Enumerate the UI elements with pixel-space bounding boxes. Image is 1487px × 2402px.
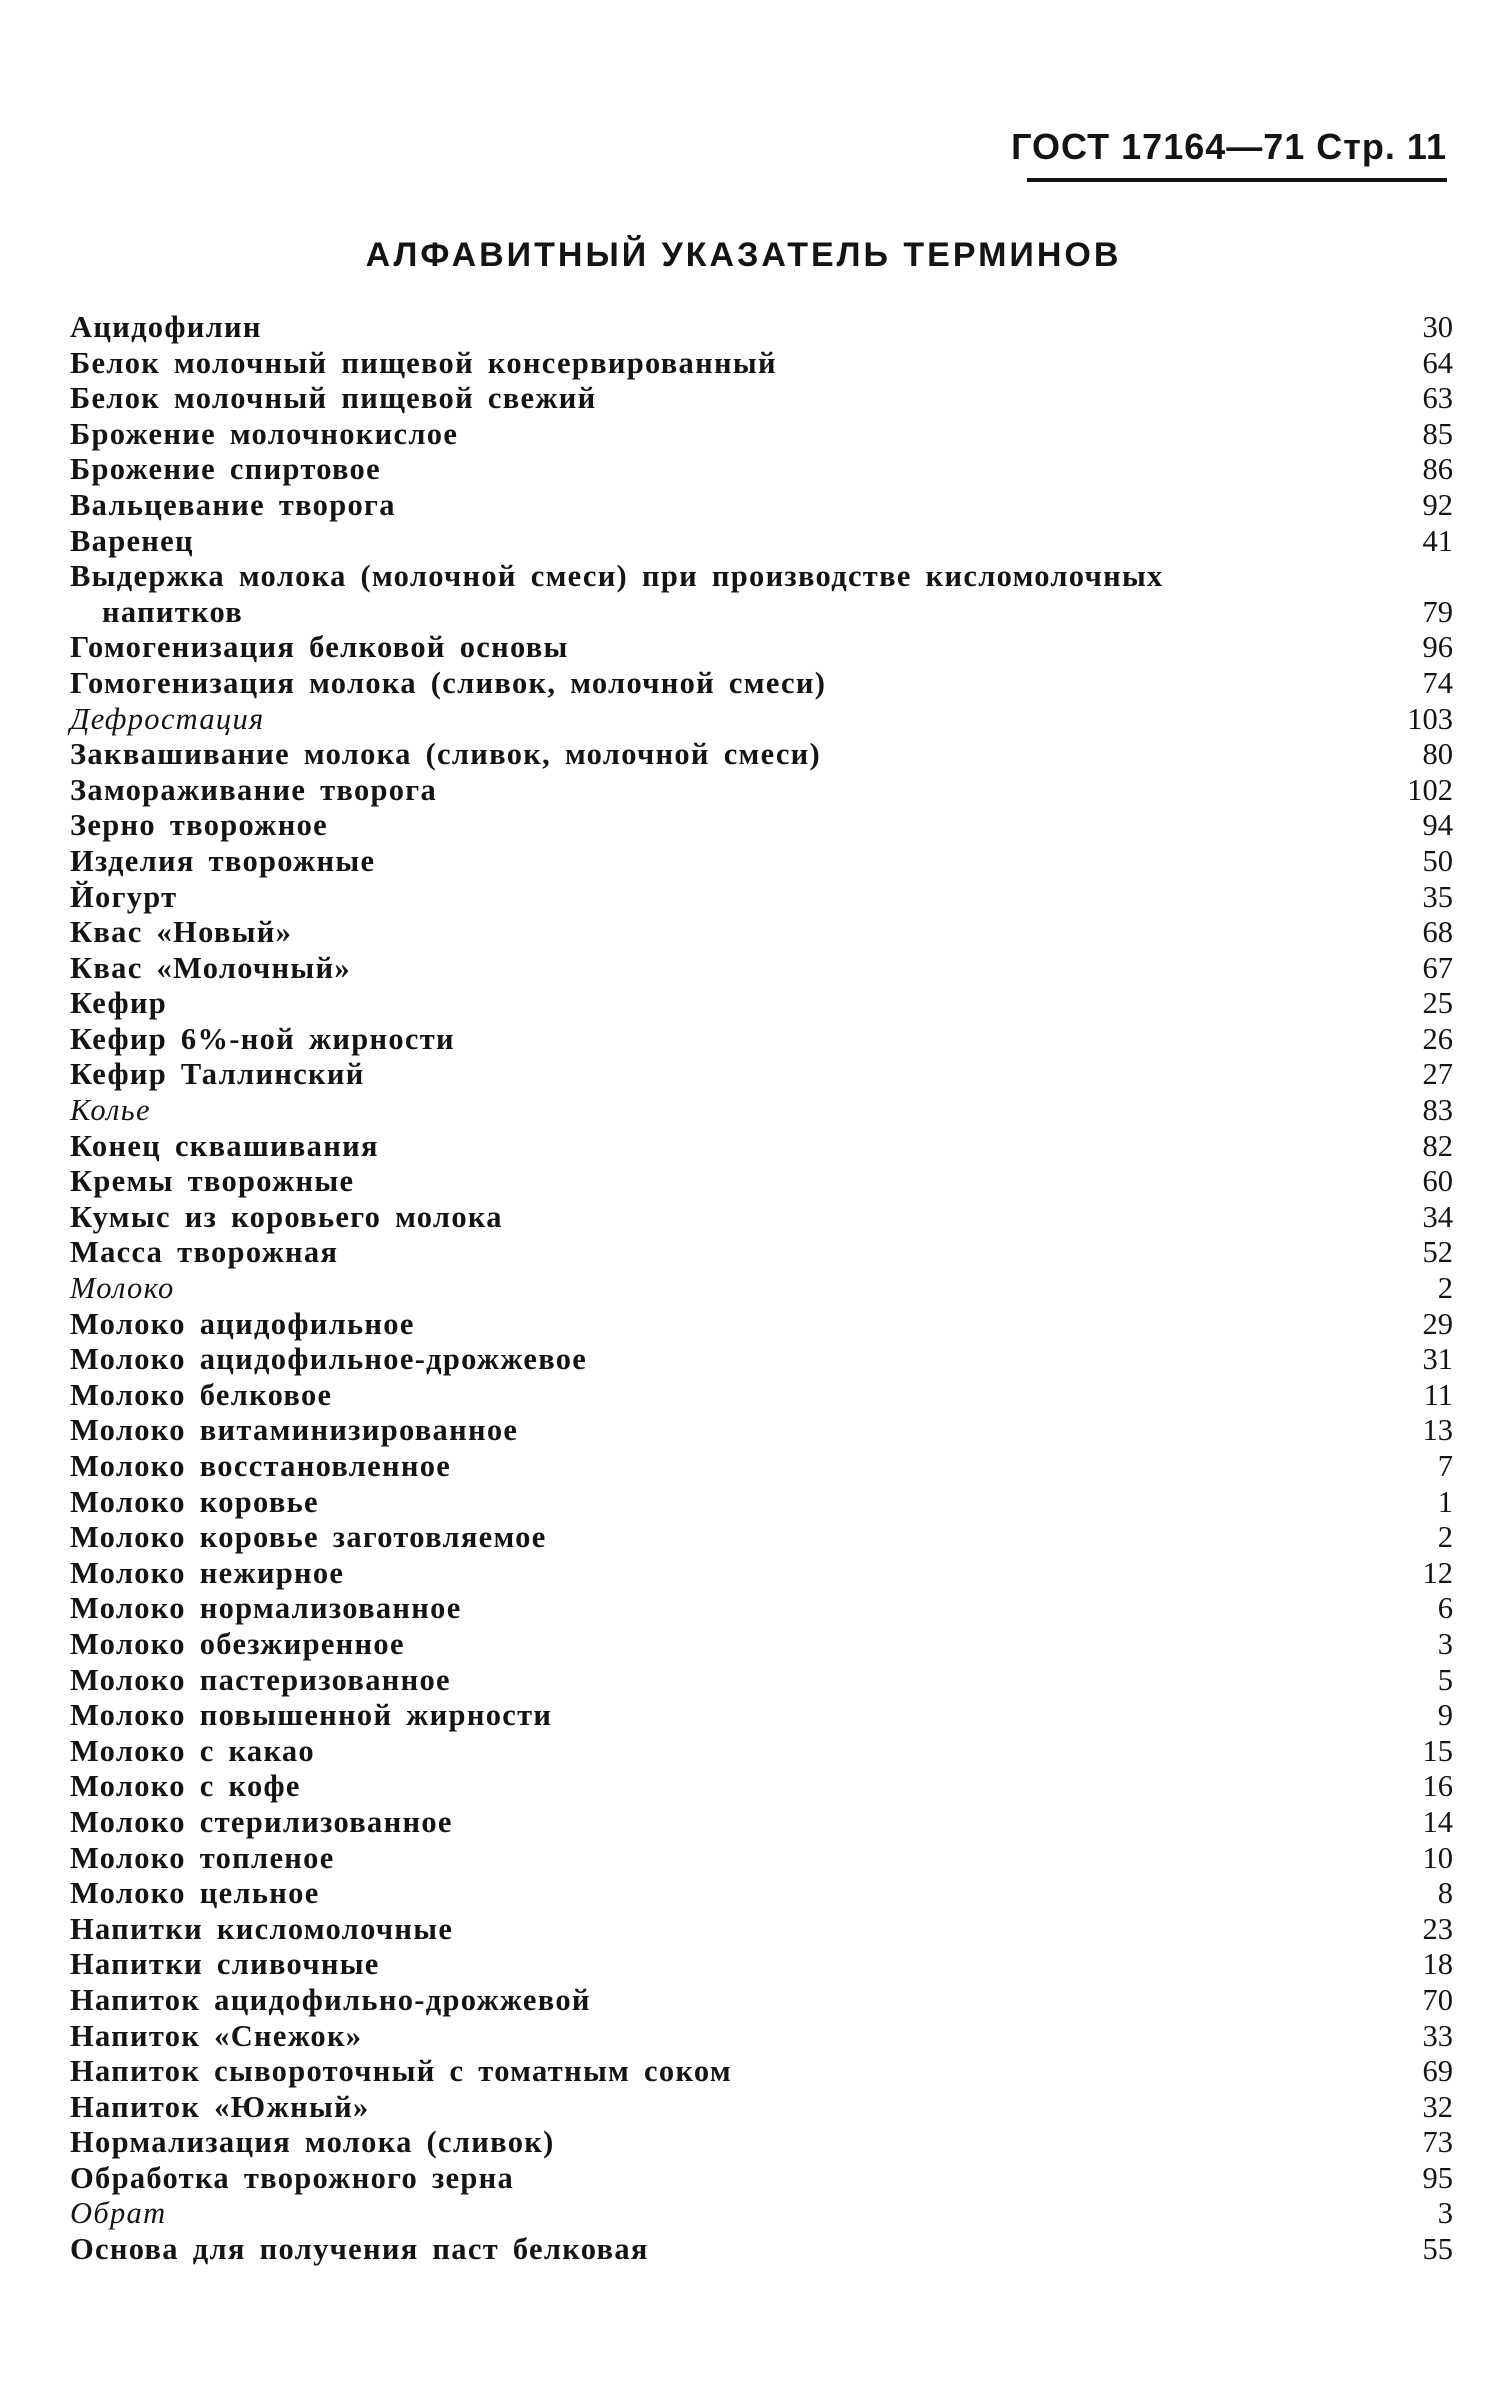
index-term (70, 2090, 370, 2126)
index-entry (70, 1413, 1453, 1449)
index-entry (70, 2196, 1453, 2232)
index-number: 64 (1422, 345, 1453, 380)
index-term-text: Выдержка молока (молочной смеси) при производстве кисломолочных (70, 559, 1164, 594)
index-number: 74 (1422, 665, 1453, 700)
index-number: 83 (1422, 1093, 1453, 1128)
index-term (70, 1413, 518, 1449)
index-number: 9 (1437, 1698, 1453, 1733)
index-entry (70, 2232, 1453, 2268)
index-term (70, 1876, 320, 1912)
index-entry (70, 310, 1453, 346)
index-term-text: Изделия творожные (70, 843, 376, 878)
index-number: 41 (1422, 523, 1453, 558)
index-number: 94 (1422, 808, 1453, 843)
index-number: 7 (1437, 1449, 1453, 1483)
index-term (70, 1734, 315, 1770)
index-number: 70 (1422, 1982, 1453, 2017)
index-number: 3 (1437, 2196, 1453, 2231)
index-entry (70, 1200, 1453, 1236)
index-term (70, 417, 458, 453)
index-entry (70, 1591, 1453, 1627)
index-entry (70, 808, 1453, 844)
index-entry (70, 1057, 1453, 1093)
index-entry (70, 346, 1453, 382)
index-term (70, 1200, 503, 1236)
index-term-text: Гомогенизация молока (сливок, молочной смеси) (70, 665, 827, 700)
index-term (70, 452, 381, 488)
index-term (70, 1769, 301, 1805)
index-term (70, 1307, 415, 1343)
index-entry (70, 524, 1453, 560)
index-number: 16 (1422, 1769, 1453, 1804)
index-term (70, 346, 777, 382)
index-term-text: Молоко нежирное (70, 1555, 345, 1590)
index-term (70, 1342, 587, 1378)
index-number: 34 (1422, 1199, 1453, 1234)
index-term-text: Напитки сливочные (70, 1947, 380, 1982)
index-entry (70, 1627, 1453, 1663)
index-term (70, 2019, 362, 2055)
index-term (70, 1520, 547, 1556)
index-number: 12 (1422, 1555, 1453, 1590)
index-entry (70, 666, 1453, 702)
index-entry (70, 844, 1453, 880)
index-term-text: Гомогенизация белковой основы (70, 630, 569, 665)
index-entry (70, 488, 1453, 524)
index-term-text: Напиток «Снежок» (70, 2018, 363, 2053)
index-number: 25 (1422, 986, 1453, 1021)
index-term (70, 1947, 380, 1983)
index-term-text: Варенец (70, 523, 194, 558)
index-term (70, 951, 351, 987)
index-term-text: Молоко с какао (70, 1733, 315, 1768)
index-term-text: Молоко ацидофильное-дрожжевое (70, 1342, 588, 1377)
index-number: 92 (1422, 487, 1453, 522)
index-term-text: Молоко пастеризованное (70, 1662, 451, 1697)
index-number: 29 (1422, 1306, 1453, 1341)
index-term (70, 1663, 451, 1699)
index-term-text: Молоко топленое (70, 1840, 335, 1875)
index-term (70, 1129, 379, 1165)
index-term-text: Напиток сывороточный с томатным соком (70, 2054, 732, 2089)
index-number: 10 (1422, 1840, 1453, 1875)
index-term (70, 2054, 732, 2090)
index-number: 63 (1422, 381, 1453, 416)
index-entry (70, 1947, 1453, 1983)
index-number: 50 (1422, 843, 1453, 878)
index-number: 30 (1422, 310, 1453, 344)
index-entry (70, 986, 1453, 1022)
index-entry (70, 1307, 1453, 1343)
index-entry (70, 773, 1453, 809)
index-term (70, 630, 569, 666)
index-term (70, 524, 194, 560)
index-number: 1 (1437, 1484, 1453, 1519)
index-term-text: Кумыс из коровьего молока (70, 1199, 503, 1234)
index-term-text: Основа для получения паст белковая (70, 2232, 649, 2267)
term-index-list (70, 310, 1453, 2268)
index-number: 52 (1422, 1235, 1453, 1270)
index-term-text: Молоко витаминизированное (70, 1413, 519, 1448)
index-term (70, 1627, 405, 1663)
index-number: 23 (1422, 1911, 1453, 1946)
index-entry (70, 1983, 1453, 2019)
index-entry (70, 880, 1453, 916)
index-number: 26 (1422, 1021, 1453, 1056)
index-term (70, 1556, 344, 1592)
index-term-text: Молоко коровье заготовляемое (70, 1520, 547, 1555)
index-entry (70, 381, 1453, 417)
index-entry (70, 1378, 1453, 1414)
index-entry (70, 915, 1453, 951)
index-term (70, 1164, 354, 1200)
index-number: 18 (1422, 1947, 1453, 1982)
index-term-text: Обрат (70, 2196, 167, 2231)
index-term-text: Колье (70, 1093, 151, 1128)
index-number: 5 (1437, 1662, 1453, 1697)
index-term-text: Замораживание творога (70, 772, 438, 807)
index-term (70, 488, 396, 524)
index-number: 73 (1422, 2125, 1453, 2160)
index-entry (70, 1022, 1453, 1058)
index-term (70, 880, 177, 916)
index-term (70, 1841, 335, 1877)
index-term-text: Напиток «Южный» (70, 2089, 370, 2124)
index-number: 35 (1422, 879, 1453, 914)
index-term (70, 737, 821, 773)
index-term (70, 1485, 319, 1521)
index-term-text: Молоко (70, 1271, 175, 1306)
index-term-text: Напиток ацидофильно-дрожжевой (70, 1982, 591, 2017)
index-term (70, 1805, 453, 1841)
index-number: 15 (1422, 1733, 1453, 1768)
index-number: 33 (1422, 2018, 1453, 2053)
index-term-text: Молоко обезжиренное (70, 1626, 405, 1661)
index-entry (70, 630, 1453, 666)
index-entry (70, 1485, 1453, 1521)
index-entry (70, 2054, 1453, 2090)
index-term-text: Кефир Таллинский (70, 1057, 365, 1092)
index-term (70, 1983, 591, 2019)
header-rule (1027, 178, 1447, 182)
index-term (70, 1271, 175, 1307)
index-entry (70, 1805, 1453, 1841)
index-term-text: Брожение спиртовое (70, 452, 381, 487)
page-header-text: ГОСТ 17164—71 Стр. 11 (1011, 126, 1447, 167)
index-entry (70, 1556, 1453, 1592)
index-number: 6 (1437, 1591, 1453, 1626)
index-term-text: Дефростация (70, 701, 265, 736)
index-number: 96 (1422, 630, 1453, 665)
index-number: 8 (1437, 1876, 1453, 1911)
index-entry (70, 1235, 1453, 1271)
index-entry (70, 737, 1453, 773)
index-term-text: Квас «Молочный» (70, 950, 351, 985)
index-term-text: Обработка творожного зерна (70, 2160, 515, 2195)
index-entry (70, 2125, 1453, 2161)
index-number: 85 (1422, 416, 1453, 451)
index-number: 86 (1422, 452, 1453, 487)
index-number: 32 (1422, 2089, 1453, 2124)
index-term (70, 1449, 451, 1485)
index-entry (70, 2161, 1453, 2197)
index-term (70, 1698, 552, 1734)
index-entry (70, 1164, 1453, 1200)
index-term-text: Молоко восстановленное (70, 1449, 452, 1483)
index-entry (70, 1663, 1453, 1699)
index-entry (70, 2090, 1453, 2126)
index-term (70, 773, 437, 809)
index-number: 67 (1422, 950, 1453, 985)
index-number: 2 (1437, 1520, 1453, 1555)
index-term (70, 1235, 338, 1271)
index-number: 82 (1422, 1128, 1453, 1163)
index-entry (70, 702, 1453, 738)
index-entry (70, 417, 1453, 453)
index-term-text: Йогурт (70, 879, 178, 914)
index-term-text: Масса творожная (70, 1235, 339, 1270)
index-number: 102 (1407, 772, 1453, 807)
index-term (70, 2196, 166, 2232)
index-term (70, 702, 265, 738)
index-term-text: Молоко с кофе (70, 1769, 301, 1804)
index-term-text: Молоко коровье (70, 1484, 319, 1519)
index-term-continuation: напитков (102, 594, 244, 629)
index-term (70, 1912, 453, 1948)
index-term-text: Кефир (70, 986, 168, 1021)
index-entry (70, 1876, 1453, 1912)
index-term (70, 808, 328, 844)
index-term-text: Брожение молочнокислое (70, 416, 459, 451)
index-term (70, 844, 375, 880)
index-entry (70, 1734, 1453, 1770)
index-term-text: Квас «Новый» (70, 915, 293, 950)
index-entry (70, 1698, 1453, 1734)
index-entry (70, 452, 1453, 488)
index-term-text: Молоко ацидофильное (70, 1306, 415, 1341)
index-number: 79 (1422, 594, 1453, 629)
index-entry (70, 559, 1453, 630)
index-term-text: Молоко белковое (70, 1377, 333, 1412)
index-term-text: Молоко цельное (70, 1876, 320, 1911)
index-number: 13 (1422, 1413, 1453, 1448)
index-entry (70, 1769, 1453, 1805)
index-number: 69 (1422, 2054, 1453, 2089)
index-term (70, 986, 167, 1022)
index-term (70, 1378, 332, 1414)
index-term (70, 381, 597, 417)
index-number: 103 (1407, 701, 1453, 736)
index-entry (70, 1271, 1453, 1307)
page-header (1011, 126, 1447, 182)
index-term (70, 1057, 365, 1093)
index-term (70, 559, 1290, 630)
index-entry (70, 1520, 1453, 1556)
index-term (70, 1093, 151, 1129)
index-term-text: Конец сквашивания (70, 1128, 379, 1163)
index-term-text: Зерно творожное (70, 808, 328, 843)
index-term (70, 1022, 455, 1058)
index-term (70, 2161, 514, 2197)
index-term (70, 2125, 555, 2161)
index-entry (70, 1912, 1453, 1948)
index-term (70, 2232, 649, 2268)
index-term-text: Белок молочный пищевой свежий (70, 381, 597, 416)
index-term-text: Молоко повышенной жирности (70, 1698, 553, 1733)
index-entry (70, 951, 1453, 987)
index-entry (70, 1342, 1453, 1378)
index-entry (70, 1093, 1453, 1129)
index-number: 55 (1422, 2232, 1453, 2267)
index-number: 60 (1422, 1164, 1453, 1199)
index-term (70, 915, 292, 951)
index-number: 2 (1437, 1271, 1453, 1306)
index-term-text: Молоко стерилизованное (70, 1804, 453, 1839)
index-entry (70, 1449, 1453, 1485)
index-term-text: Белок молочный пищевой консервированный (70, 345, 777, 380)
index-number: 11 (1423, 1377, 1453, 1412)
index-number: 80 (1422, 737, 1453, 772)
index-term-text: Кремы творожные (70, 1164, 355, 1199)
index-term-text: Ацидофилин (70, 310, 262, 344)
index-term-text: Нормализация молока (сливок) (70, 2125, 555, 2160)
page-title: АЛФАВИТНЫЙ УКАЗАТЕЛЬ ТЕРМИНОВ (365, 236, 1122, 274)
index-number: 31 (1422, 1342, 1453, 1377)
index-term-text: Молоко нормализованное (70, 1591, 462, 1626)
index-term-text: Кефир 6%-ной жирности (70, 1021, 455, 1056)
index-entry (70, 1841, 1453, 1877)
index-term-text: Вальцевание творога (70, 487, 396, 522)
index-term-text: Заквашивание молока (сливок, молочной смеси) (70, 737, 821, 772)
index-term (70, 666, 826, 702)
index-term (70, 1591, 462, 1627)
index-term-text: Напитки кисломолочные (70, 1911, 454, 1946)
index-number: 3 (1437, 1626, 1453, 1661)
index-term (70, 310, 262, 346)
index-number: 14 (1422, 1804, 1453, 1839)
index-number: 95 (1422, 2160, 1453, 2195)
index-number: 68 (1422, 915, 1453, 950)
index-entry (70, 1129, 1453, 1165)
index-entry (70, 2019, 1453, 2055)
index-number: 27 (1422, 1057, 1453, 1092)
